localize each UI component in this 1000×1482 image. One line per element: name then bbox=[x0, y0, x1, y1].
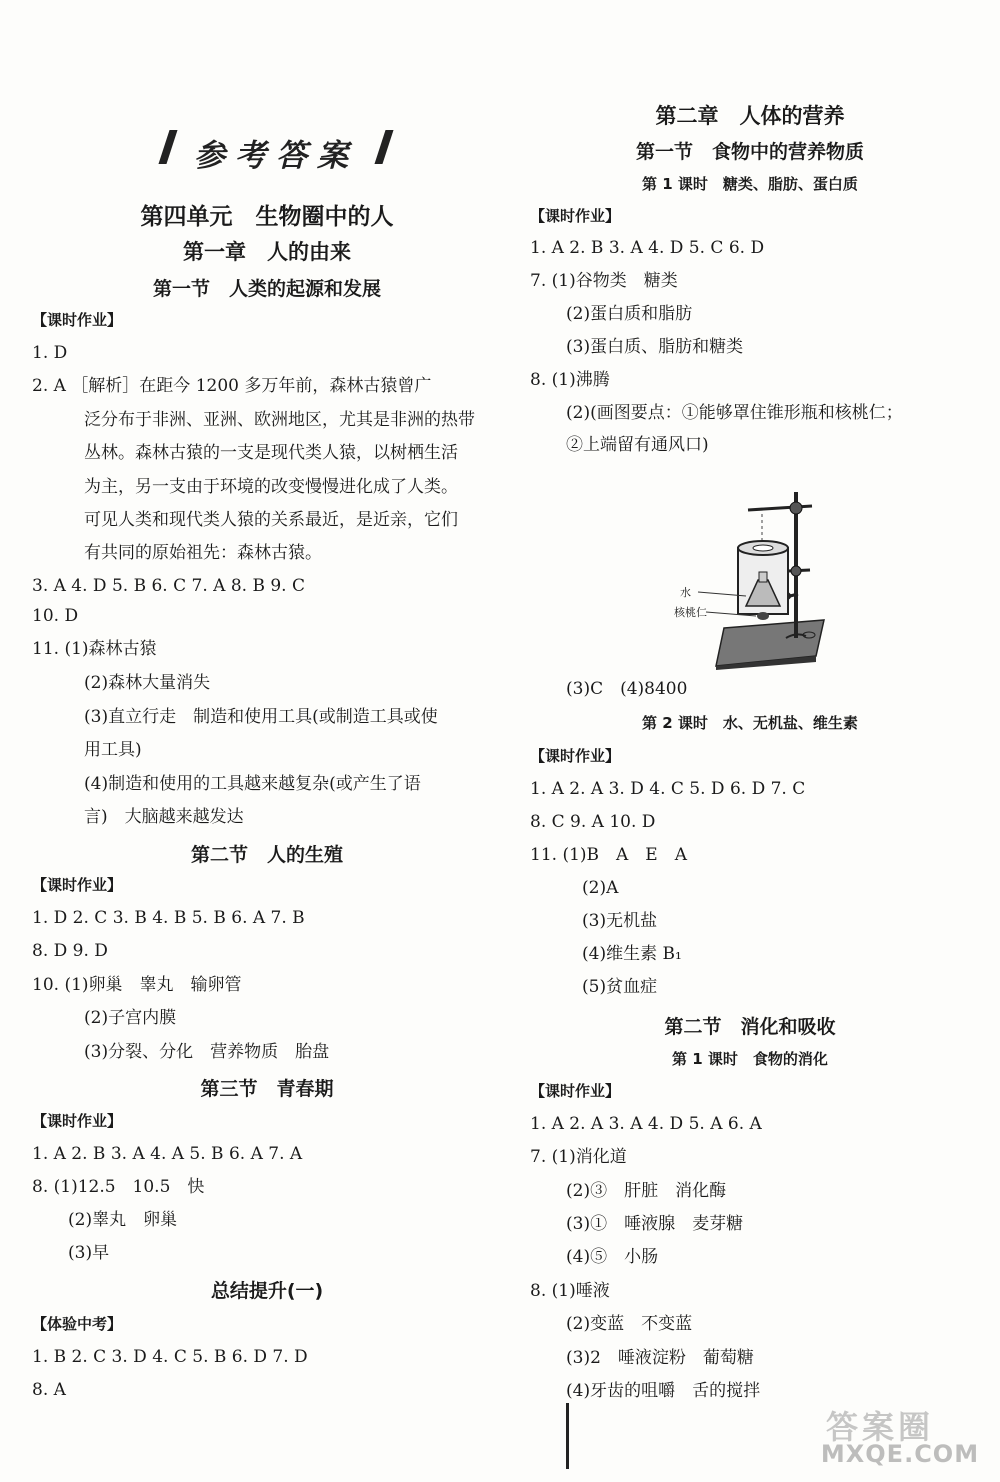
answer-banner bbox=[158, 128, 394, 172]
answer-line: 言) 大脑越来越发达 bbox=[84, 807, 244, 827]
section-tag: 【课时作业】 bbox=[32, 876, 123, 894]
answer-line: 7. (1)消化道 bbox=[530, 1147, 627, 1167]
lesson-title: 第 1 课时 食物的消化 bbox=[672, 1050, 828, 1068]
chapter-title: 第二章 人体的营养 bbox=[655, 104, 845, 128]
answer-line: 用工具) bbox=[84, 740, 142, 760]
figure-label-walnut: 核桃仁 bbox=[674, 606, 707, 619]
answer-line: 1. D bbox=[32, 343, 68, 363]
scan-mark bbox=[566, 1403, 569, 1469]
answer-line: 8. (1)12.5 10.5 快 bbox=[32, 1177, 205, 1197]
section-tag: 【课时作业】 bbox=[32, 311, 123, 329]
answer-line: 可见人类和现代类人猿的关系最近，是近亲，它们 bbox=[84, 510, 458, 530]
answer-line: (2)③ 肝脏 消化酶 bbox=[566, 1181, 727, 1201]
answer-line: (4)⑤ 小肠 bbox=[566, 1247, 659, 1267]
answer-line: (2)森林大量消失 bbox=[84, 673, 211, 693]
lesson-title: 第 2 课时 水、无机盐、维生素 bbox=[642, 714, 858, 732]
answer-line: 丛林。森林古猿的一支是现代类人猿，以树栖生活 bbox=[84, 443, 458, 463]
section-tag: 【体验中考】 bbox=[32, 1315, 123, 1333]
answer-line: 11. (1)B A E A bbox=[530, 845, 687, 865]
answer-line: (3)早 bbox=[68, 1243, 110, 1263]
answer-line: (3)2 唾液淀粉 葡萄糖 bbox=[566, 1348, 754, 1368]
lesson-title: 第 1 课时 糖类、脂肪、蛋白质 bbox=[642, 175, 858, 193]
answer-line: 为主，另一支由于环境的改变慢慢进化成了人类。 bbox=[84, 477, 458, 497]
section-title: 第二节 人的生殖 bbox=[190, 844, 343, 866]
answer-line: 1. A 2. A 3. D 4. C 5. D 6. D 7. C bbox=[530, 779, 806, 799]
answer-line: (2)A bbox=[582, 878, 619, 898]
section-title: 总结提升(一) bbox=[210, 1280, 324, 1302]
answer-line: (3)无机盐 bbox=[582, 911, 658, 931]
answer-line: (2)子宫内膜 bbox=[84, 1008, 177, 1028]
section-title: 第一节 人类的起源和发展 bbox=[152, 278, 381, 300]
answer-line: (4)维生素 B₁ bbox=[582, 944, 682, 964]
answer-line: (4)牙齿的咀嚼 舌的搅拌 bbox=[566, 1381, 761, 1401]
banner-title: 参考答案 bbox=[194, 138, 358, 174]
section-title: 第三节 青春期 bbox=[200, 1078, 334, 1100]
answer-line: 8. D 9. D bbox=[32, 941, 108, 961]
answer-line: 1. B 2. C 3. D 4. C 5. B 6. D 7. D bbox=[32, 1347, 308, 1367]
watermark-url: MXQE.COM bbox=[820, 1440, 980, 1468]
answer-line: 10. D bbox=[32, 606, 79, 626]
answer-line: 8. (1)沸腾 bbox=[530, 370, 610, 390]
answer-line: 1. A 2. B 3. A 4. A 5. B 6. A 7. A bbox=[32, 1144, 303, 1164]
answer-line: (3)直立行走 制造和使用工具(或制造工具或使 bbox=[84, 707, 438, 727]
watermark-logo-text: 答案圈 bbox=[826, 1408, 935, 1446]
apparatus-drawing bbox=[676, 488, 826, 670]
answer-line: ②上端留有通风口) bbox=[566, 435, 709, 455]
section-title: 第一节 食物中的营养物质 bbox=[635, 141, 864, 163]
answer-line: 11. (1)森林古猿 bbox=[32, 639, 157, 659]
answer-line: (3)分裂、分化 营养物质 胎盘 bbox=[84, 1042, 330, 1062]
answer-line: 2. A ［解析］在距今 1200 多万年前，森林古猿曾广 bbox=[32, 376, 432, 396]
section-tag: 【课时作业】 bbox=[530, 747, 621, 765]
answer-line: (2)蛋白质和脂肪 bbox=[566, 304, 693, 324]
answer-line: 1. A 2. A 3. A 4. D 5. A 6. A bbox=[530, 1114, 762, 1134]
section-title: 第二节 消化和吸收 bbox=[664, 1016, 836, 1038]
answer-line: 8. A bbox=[32, 1380, 66, 1400]
answer-line: 10. (1)卵巢 睾丸 输卵管 bbox=[32, 975, 242, 995]
answer-line: 有共同的原始祖先：森林古猿。 bbox=[84, 543, 322, 563]
answer-line: 7. (1)谷物类 糖类 bbox=[530, 271, 678, 291]
answer-line: (3)C (4)8400 bbox=[566, 679, 688, 699]
answer-line: (2)睾丸 卵巢 bbox=[68, 1210, 178, 1230]
section-tag: 【课时作业】 bbox=[32, 1112, 123, 1130]
answer-line: 8. C 9. A 10. D bbox=[530, 812, 656, 832]
answer-line: (5)贫血症 bbox=[582, 977, 658, 997]
figure-label-water: 水 bbox=[680, 586, 691, 599]
answer-line: (3)① 唾液腺 麦芽糖 bbox=[566, 1214, 744, 1234]
answer-line: 3. A 4. D 5. B 6. C 7. A 8. B 9. C bbox=[32, 576, 305, 596]
answer-line: (2)变蓝 不变蓝 bbox=[566, 1314, 693, 1334]
answer-line: 1. D 2. C 3. B 4. B 5. B 6. A 7. B bbox=[32, 908, 305, 928]
answer-line: (2)(画图要点：①能够罩住锥形瓶和核桃仁； bbox=[566, 403, 903, 423]
watermark bbox=[802, 1402, 998, 1480]
section-tag: 【课时作业】 bbox=[530, 207, 621, 225]
chapter-title: 第一章 人的由来 bbox=[183, 240, 351, 264]
lab-apparatus-figure bbox=[676, 488, 826, 670]
answer-line: 8. (1)唾液 bbox=[530, 1281, 610, 1301]
unit-title: 第四单元 生物圈中的人 bbox=[140, 204, 394, 230]
section-tag: 【课时作业】 bbox=[530, 1082, 621, 1100]
answer-line: 泛分布于非洲、亚洲、欧洲地区，尤其是非洲的热带 bbox=[84, 410, 475, 430]
answer-line: (3)蛋白质、脂肪和糖类 bbox=[566, 337, 744, 357]
answer-line: 1. A 2. B 3. A 4. D 5. C 6. D bbox=[530, 238, 765, 258]
answer-line: (4)制造和使用的工具越来越复杂(或产生了语 bbox=[84, 774, 421, 794]
